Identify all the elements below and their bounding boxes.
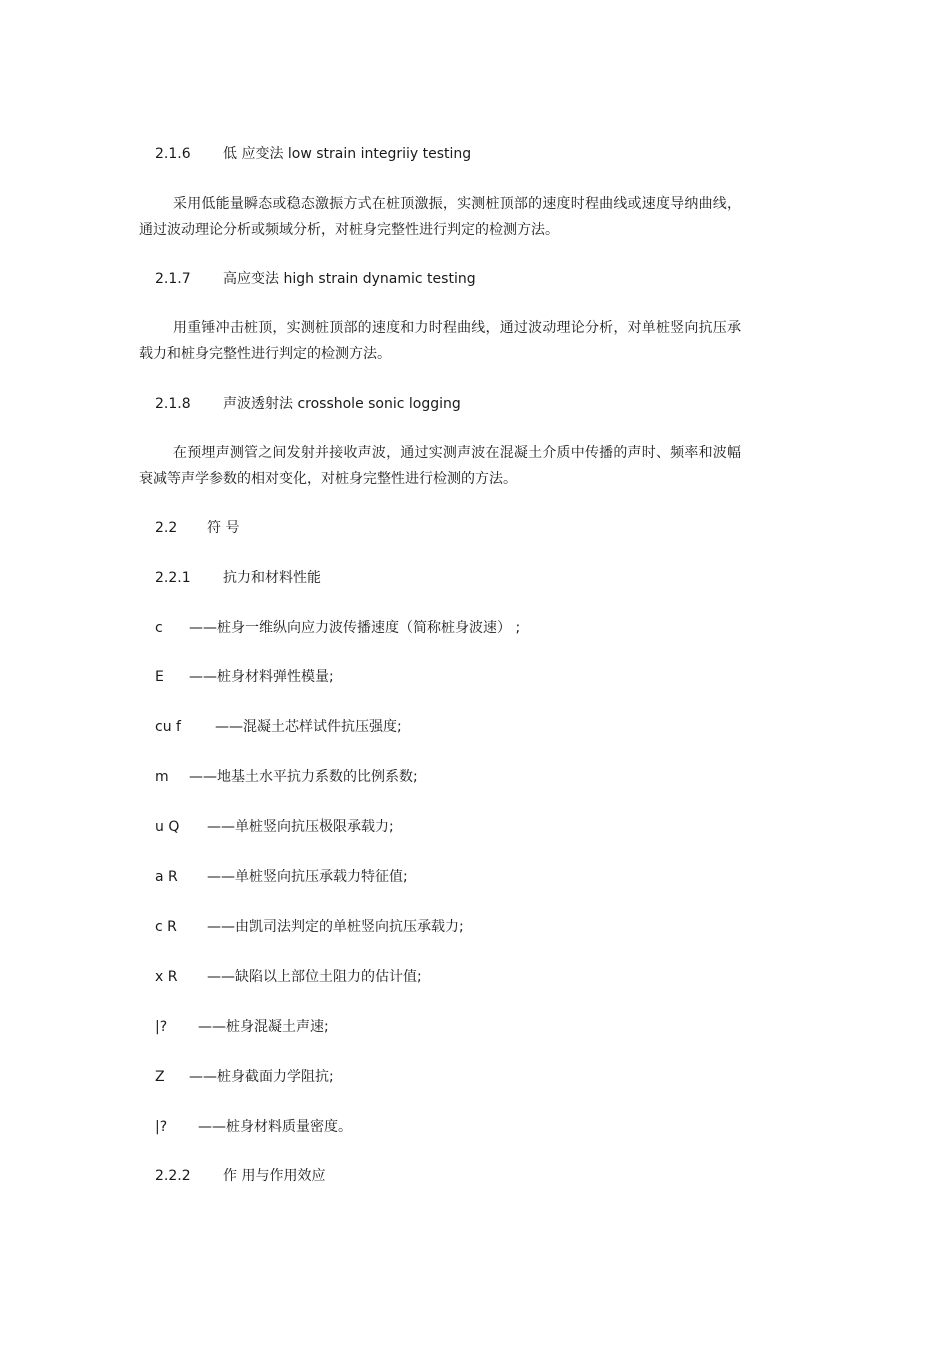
section-number: 2.2 xyxy=(155,520,178,536)
symbol-description: ——地基土水平抗力系数的比例系数; xyxy=(189,769,418,785)
symbol-description: ——缺陷以上部位土阻力的估计值; xyxy=(207,969,422,985)
symbol-code: |? xyxy=(155,1019,168,1035)
symbol-description: ——桩身材料质量密度。 xyxy=(198,1119,352,1135)
symbol-code: |? xyxy=(155,1119,168,1135)
symbol-code: u Q xyxy=(155,819,180,835)
symbol-description: ——桩身混凝土声速; xyxy=(198,1019,329,1035)
section-title: 符 号 xyxy=(207,520,240,536)
section-title: 声波透射法 crosshole sonic logging xyxy=(223,396,461,412)
symbol-description: ——单桩竖向抗压承载力特征值; xyxy=(207,869,408,885)
section-number: 2.2.2 xyxy=(155,1168,191,1184)
symbol-description: ——桩身材料弹性模量; xyxy=(189,669,334,685)
symbol-code: a R xyxy=(155,869,178,885)
symbol-code: m xyxy=(155,769,169,785)
section-number: 2.1.7 xyxy=(155,271,191,287)
symbol-description: ——桩身截面力学阻抗; xyxy=(189,1069,334,1085)
section-title: 高应变法 high strain dynamic testing xyxy=(223,271,476,287)
paragraph-2-1-7: 用重锤冲击桩顶，实测桩顶部的速度和力时程曲线，通过波动理论分析，对单桩竖向抗压承载力和桩身完整性进行判定的检测方法。 xyxy=(139,320,741,362)
symbol-code: c xyxy=(155,620,163,636)
symbol-description: ——单桩竖向抗压极限承载力; xyxy=(207,819,394,835)
section-title: 抗力和材料性能 xyxy=(223,570,321,586)
section-title: 作 用与作用效应 xyxy=(223,1168,326,1184)
section-number: 2.1.6 xyxy=(155,146,191,162)
symbol-code: E xyxy=(155,669,164,685)
symbol-code: cu f xyxy=(155,719,181,735)
symbol-code: x R xyxy=(155,969,178,985)
section-number: 2.2.1 xyxy=(155,570,191,586)
symbol-description: ——混凝土芯样试件抗压强度; xyxy=(215,719,402,735)
section-title: 低 应变法 low strain integriiy testing xyxy=(223,146,472,162)
paragraph-2-1-8: 在预埋声测管之间发射并接收声波，通过实测声波在混凝土介质中传播的声时、频率和波幅衰减等声学参数的相对变化，对桩身完整性进行检测的方法。 xyxy=(139,445,741,487)
symbol-code: c R xyxy=(155,919,177,935)
symbol-description: ——桩身一维纵向应力波传播速度（简称桩身波速） ; xyxy=(189,620,521,636)
section-number: 2.1.8 xyxy=(155,396,191,412)
symbol-description: ——由凯司法判定的单桩竖向抗压承载力; xyxy=(207,919,464,935)
paragraph-2-1-6: 采用低能量瞬态或稳态激振方式在桩顶激振，实测桩顶部的速度时程曲线或速度导纳曲线，通过波动理论分析或频域分析，对桩身完整性进行判定的检测方法。 xyxy=(139,196,741,238)
symbol-code: Z xyxy=(155,1069,165,1085)
